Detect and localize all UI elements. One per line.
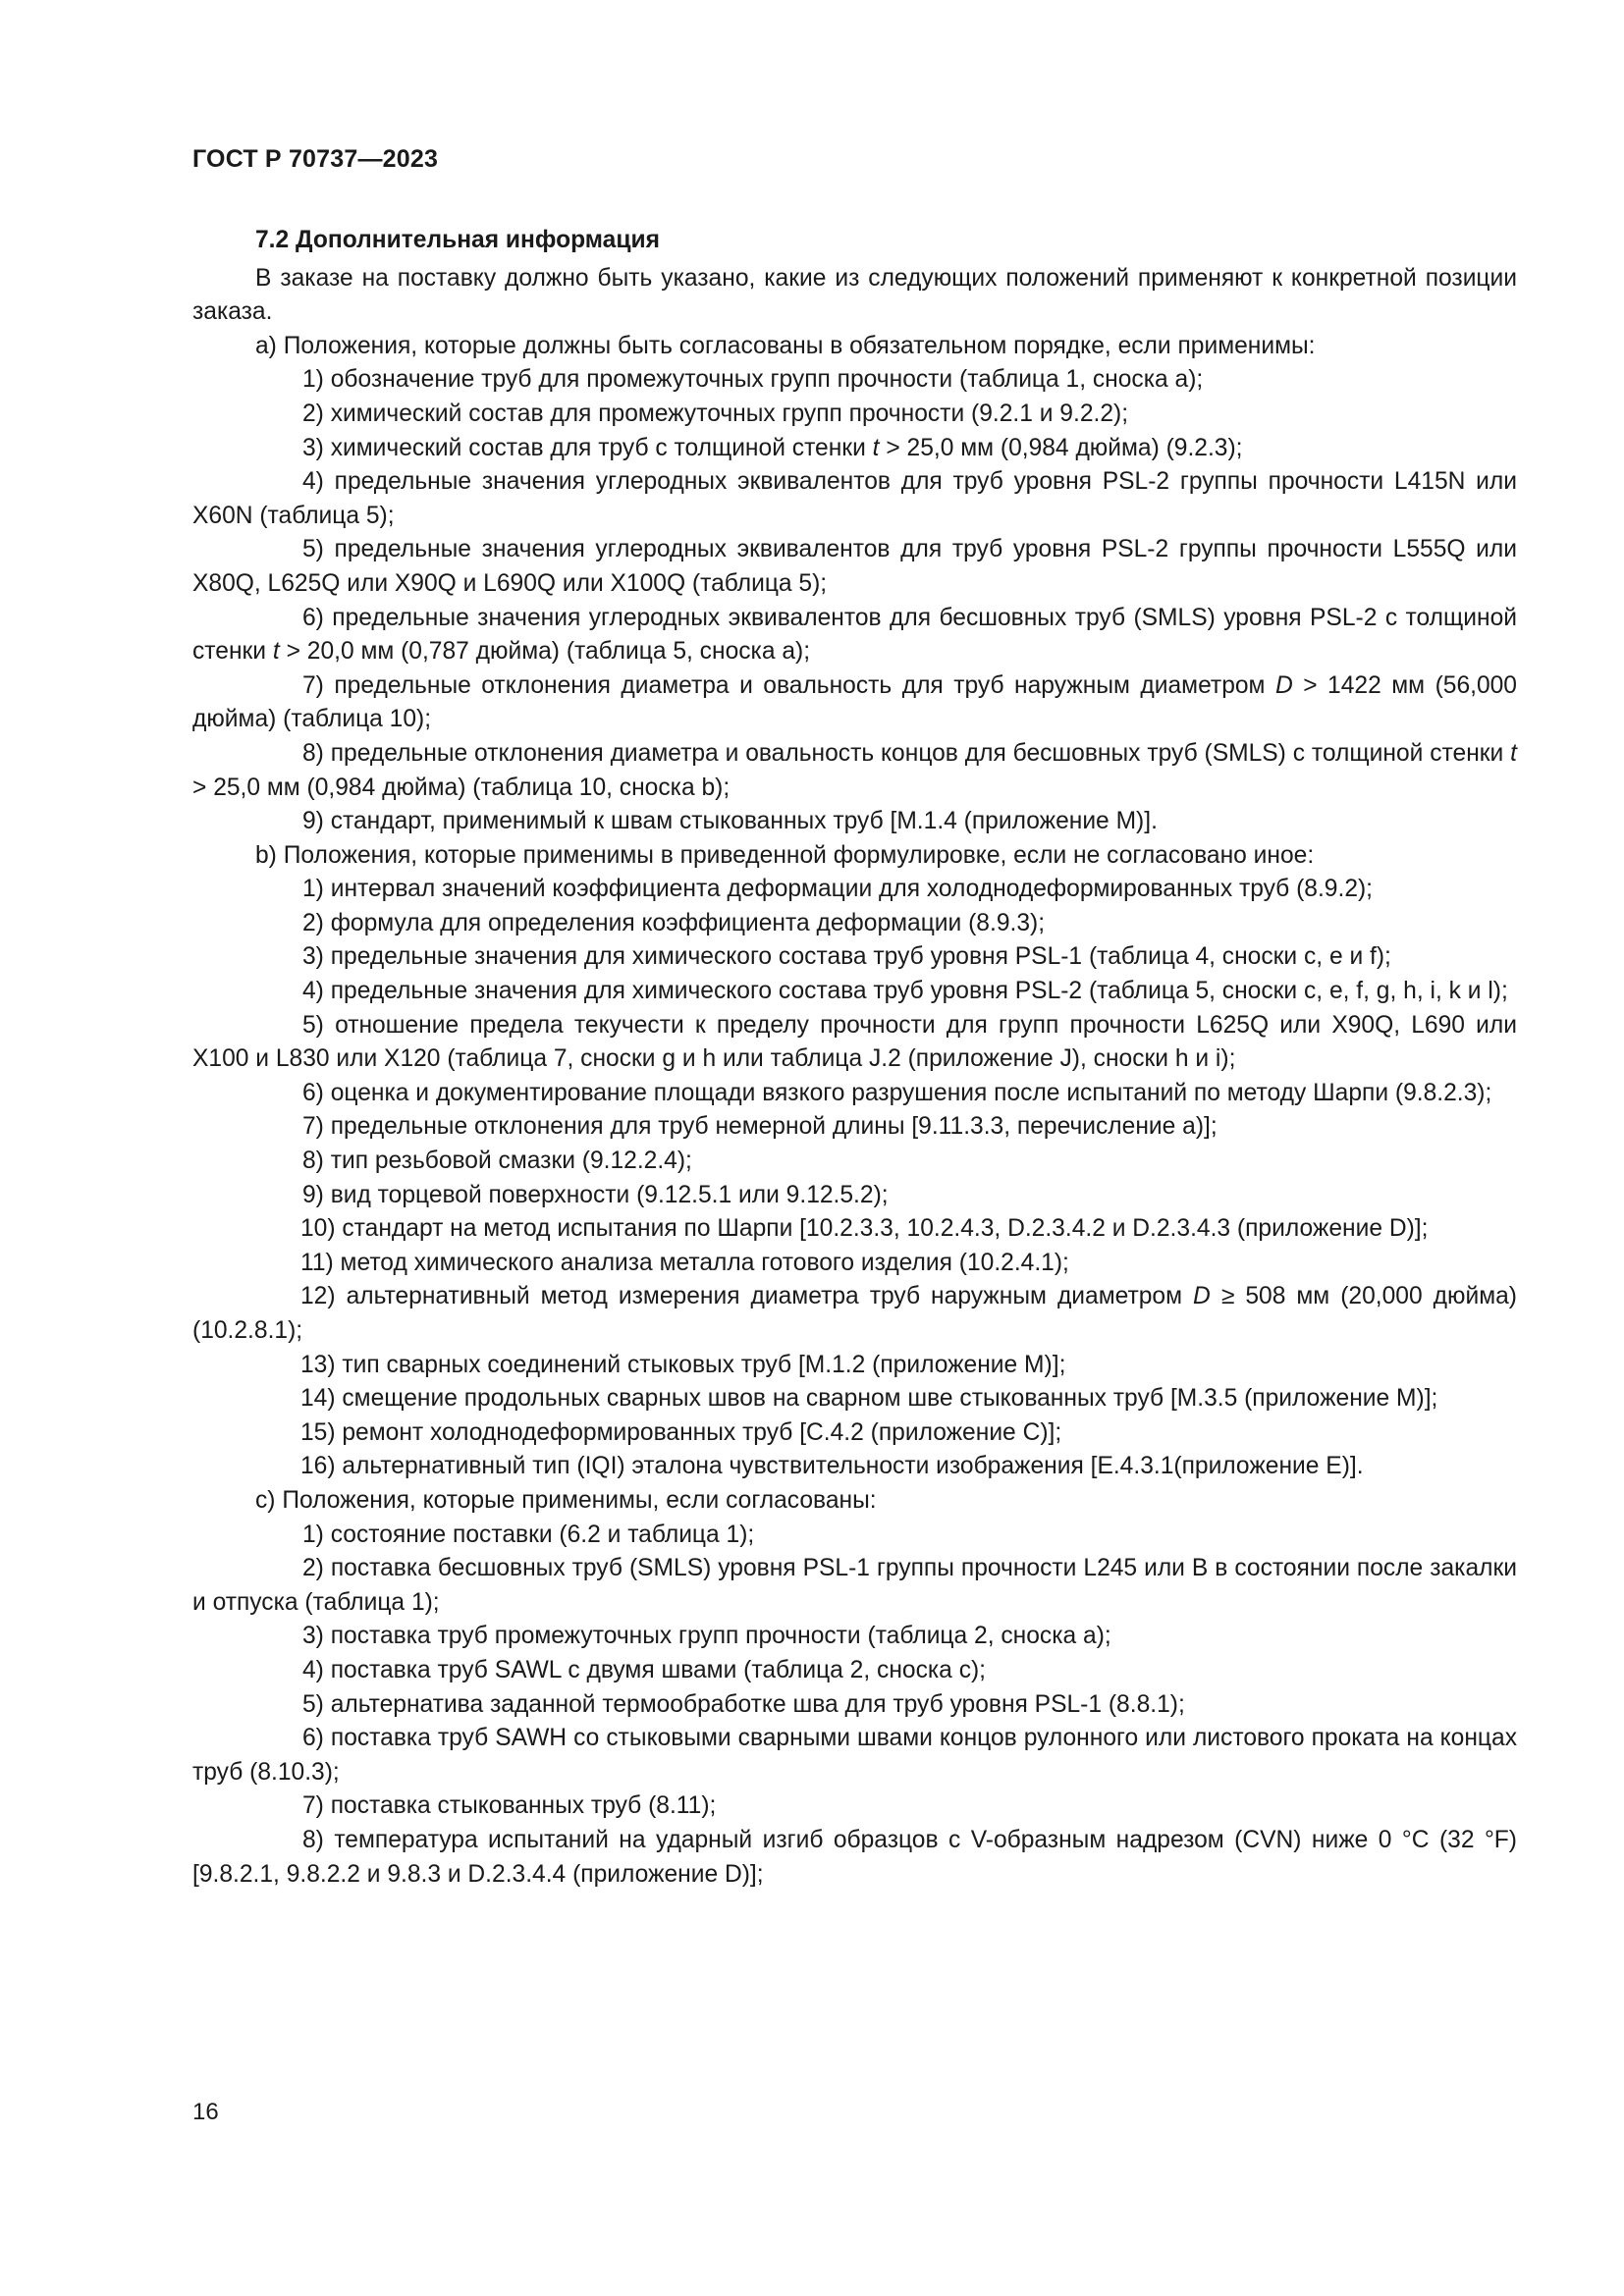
list-c-item-8: 8) температура испытаний на ударный изгиб образцов с V-образным надрезом (CVN) ниже 0 °C (32 °F) [9.8.2.1, 9.8.2.2 и 9.8.3 и D.2.3.4.4 (приложение D)];	[192, 1826, 1517, 1888]
text-segment: > 25,0 мм (0,984 дюйма) (таблица 10, сноска b);	[192, 774, 731, 801]
text-segment: > 25,0 мм (0,984 дюйма) (9.2.3);	[879, 434, 1243, 461]
text-segment: > 20,0 мм (0,787 дюйма) (таблица 5, сноска a);	[279, 638, 811, 666]
list-b-item-8: 8) тип резьбовой смазки (9.12.2.4);	[302, 1148, 692, 1175]
list-a-item-4: 4) предельные значения углеродных эквивалентов для труб уровня PSL-2 группы прочности L415N или X60N (таблица 5);	[192, 468, 1517, 529]
list-b-item-14: 14) смещение продольных сварных швов на сварном шве стыкованных труб [M.3.5 (приложение M)];	[300, 1385, 1438, 1413]
text-segment: > 1422 мм (56,000 дюйма) (таблица 10);	[192, 671, 1517, 733]
list-b-item-7: 7) предельные отклонения для труб немерной длины [9.11.3.3, перечисление a)];	[302, 1113, 1218, 1141]
list-a-item-2: 2) химический состав для промежуточных групп прочности (9.2.1 и 9.2.2);	[302, 400, 1129, 427]
section-title: 7.2 Дополнительная информация	[255, 227, 660, 253]
variable-d: D	[1274, 671, 1293, 699]
text-segment: 6) предельные значения углеродных эквивалентов для бесшовных труб (SMLS) уровня PSL-2 с толщиной стенки	[192, 604, 1517, 666]
list-b-item-2: 2) формула для определения коэффициента деформации (8.9.3);	[302, 909, 1046, 936]
list-c-item-2: 2) поставка бесшовных труб (SMLS) уровня PSL-1 группы прочности L245 или B в состоянии после закалки и отпуска (таблица 1);	[192, 1555, 1517, 1616]
text-segment: ≥ 508 мм (20,000 дюйма) (10.2.8.1);	[192, 1283, 1517, 1344]
list-b-item-3: 3) предельные значения для химического состава труб уровня PSL-1 (таблица 4, сноски c, e и f);	[302, 943, 1391, 971]
text-segment: 12) альтернативный метод измерения диаметра труб наружным диаметром	[300, 1283, 1194, 1310]
variable-t: t	[872, 434, 880, 461]
list-a-item-8	[192, 737, 1517, 805]
list-c-item-3: 3) поставка труб промежуточных групп прочности (таблица 2, сноска a);	[302, 1623, 1111, 1650]
variable-t: t	[1510, 739, 1517, 767]
list-b-title: b) Положения, которые применимы в приведенной формулировке, если не согласовано иное:	[255, 841, 1315, 869]
document-code-header: ГОСТ Р 70737—2023	[192, 145, 439, 173]
list-b-item-15: 15) ремонт холоднодеформированных труб [C.4.2 (приложение C)];	[300, 1418, 1062, 1446]
list-b-item-6: 6) оценка и документирование площади вязкого разрушения после испытаний по методу Шарпи (9.8.2.3);	[302, 1079, 1492, 1106]
list-b-item-5: 5) отношение предела текучести к пределу прочности для групп прочности L625Q или X90Q, L690 или X100 и L830 или X120 (таблица 7, сноски g и h или таблица J.2 (приложение J), сноски h и i);	[192, 1011, 1517, 1073]
text-segment: 7) предельные отклонения диаметра и овальность для труб наружным диаметром	[302, 671, 1275, 699]
intro-paragraph: В заказе на поставку должно быть указано, какие из следующих положений применяют к конкретной позиции заказа.	[192, 264, 1517, 326]
variable-d: D	[1193, 1283, 1211, 1310]
list-a-item-3	[192, 432, 1517, 466]
list-b-item-10: 10) стандарт на метод испытания по Шарпи [10.2.3.3, 10.2.4.3, D.2.3.4.2 и D.2.3.4.3 (приложение D)];	[300, 1215, 1429, 1243]
list-c-title: c) Положения, которые применимы, если согласованы:	[255, 1486, 877, 1514]
list-b-item-11: 11) метод химического анализа металла готового изделия (10.2.4.1);	[300, 1249, 1069, 1276]
list-a-item-5: 5) предельные значения углеродных эквивалентов для труб уровня PSL-2 группы прочности L555Q или X80Q, L625Q или X90Q и L690Q или X100Q (таблица 5);	[192, 536, 1517, 597]
list-b-item-9: 9) вид торцевой поверхности (9.12.5.1 или 9.12.5.2);	[302, 1181, 889, 1208]
list-b-item-1: 1) интервал значений коэффициента деформации для холоднодеформированных труб (8.9.2);	[302, 876, 1374, 903]
list-a-item-1: 1) обозначение труб для промежуточных групп прочности (таблица 1, сноска a);	[302, 366, 1204, 394]
list-b-item-12	[192, 1280, 1517, 1348]
text-segment: 8) предельные отклонения диаметра и овальность концов для бесшовных труб (SMLS) с толщиной стенки	[302, 739, 1511, 767]
list-a-item-9: 9) стандарт, применимый к швам стыкованных труб [M.1.4 (приложение M)].	[302, 808, 1158, 835]
list-b-item-16: 16) альтернативный тип (IQI) эталона чувствительности изображения [E.4.3.1(приложение E)].	[300, 1453, 1364, 1480]
list-c-item-6: 6) поставка труб SAWH со стыковыми сварными швами концов рулонного или листового проката на концах труб (8.10.3);	[192, 1725, 1517, 1786]
variable-t: t	[272, 638, 280, 666]
list-b-item-4: 4) предельные значения для химического состава труб уровня PSL-2 (таблица 5, сноски c, e, f, g, h, i, k и l);	[302, 978, 1508, 1005]
list-b-item-13: 13) тип сварных соединений стыковых труб [M.1.2 (приложение M)];	[300, 1351, 1066, 1378]
list-a-item-6	[192, 602, 1517, 669]
list-c-item-7: 7) поставка стыкованных труб (8.11);	[302, 1792, 717, 1820]
list-a-item-7	[192, 669, 1517, 737]
page-number: 16	[192, 2099, 219, 2125]
list-c-item-4: 4) поставка труб SAWL с двумя швами (таблица 2, сноска c);	[302, 1656, 987, 1683]
document-body	[192, 224, 1517, 1892]
text-segment: 3) химический состав для труб с толщиной стенки	[302, 434, 873, 461]
list-c-item-1: 1) состояние поставки (6.2 и таблица 1);	[302, 1521, 755, 1548]
list-c-item-5: 5) альтернатива заданной термообработке шва для труб уровня PSL-1 (8.8.1);	[302, 1690, 1185, 1718]
list-a-title: a) Положения, которые должны быть согласованы в обязательном порядке, если применимы:	[255, 332, 1316, 359]
